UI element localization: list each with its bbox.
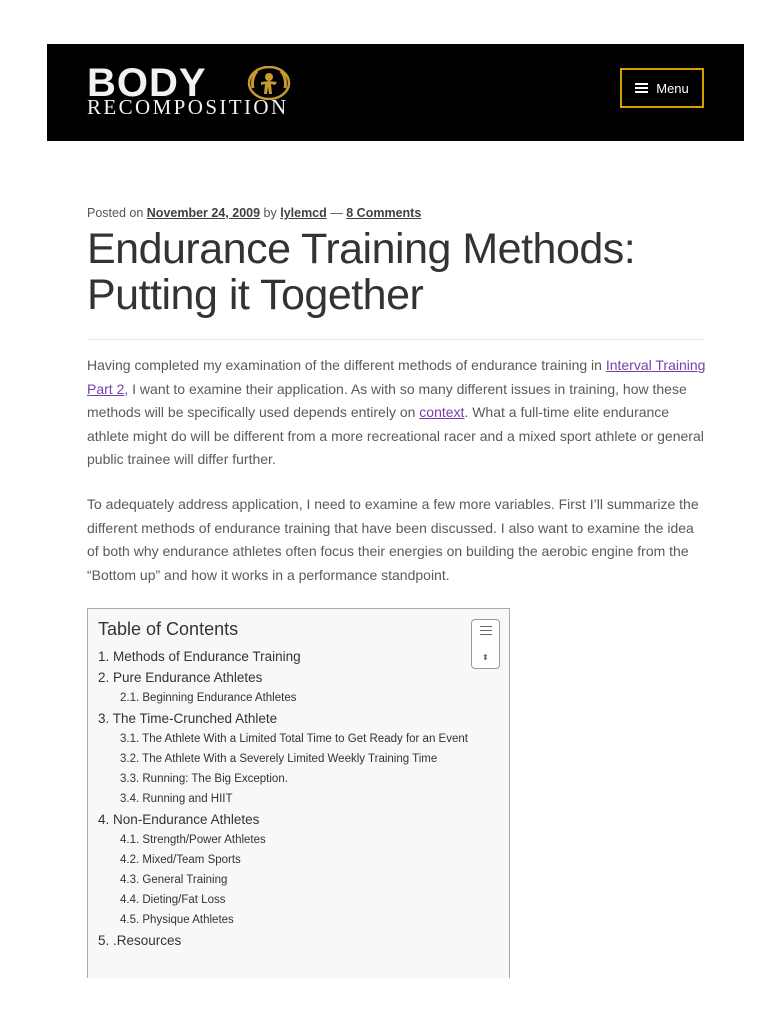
- toc-link[interactable]: 2. Pure Endurance Athletes: [98, 670, 263, 685]
- page-title: Endurance Training Methods: Putting it Together: [87, 225, 636, 319]
- site-header: [47, 44, 744, 141]
- hamburger-icon: [635, 83, 648, 93]
- toc-link[interactable]: 5. .Resources: [98, 933, 182, 948]
- toc-sublink[interactable]: 4.3. General Training: [120, 874, 228, 886]
- toc-sublink[interactable]: 3.4. Running and HIIT: [120, 793, 233, 805]
- toc-sublink[interactable]: 3.1. The Athlete With a Limited Total Time to Get Ready for an Event: [120, 733, 468, 745]
- toc-sublink[interactable]: 4.5. Physique Athletes: [120, 914, 234, 926]
- logo-text-recomposition: RECOMPOSITION: [87, 95, 289, 119]
- intro-paragraph: [87, 354, 709, 472]
- second-paragraph: To adequately address application, I need to examine a few more variables. First I’ll summarize the different methods of endurance training that have been discussed. I also want to examine the idea of both why endurance athletes often focus their energies on building the aerobic engine from the “Bottom up” and how it works in a performance standpoint.: [87, 496, 699, 583]
- post-date-link[interactable]: November 24, 2009: [146, 206, 261, 220]
- context-link[interactable]: context: [419, 404, 465, 420]
- site-logo[interactable]: [87, 61, 292, 119]
- logo-text-body: BODY: [87, 61, 207, 105]
- list-icon: [480, 626, 492, 638]
- intro-text-2: , I want to examine their application. As with so many different issues in training, how these methods will be specifically used depends entirely on: [87, 380, 687, 420]
- title-divider: [87, 339, 704, 340]
- menu-button[interactable]: [620, 68, 704, 108]
- toc-link[interactable]: 3. The Time-Crunched Athlete: [98, 711, 278, 726]
- toc-sublink[interactable]: 4.2. Mixed/Team Sports: [120, 854, 241, 866]
- author-link[interactable]: lylemcd: [280, 206, 327, 220]
- by-label: by: [263, 206, 277, 220]
- comments-link[interactable]: 8 Comments: [346, 206, 422, 220]
- toc-sublink[interactable]: 3.3. Running: The Big Exception.: [120, 773, 288, 785]
- menu-label: Menu: [656, 80, 689, 96]
- post-meta: [87, 206, 421, 220]
- toc-list: [98, 646, 498, 951]
- table-of-contents: [87, 608, 510, 978]
- toc-link[interactable]: 1. Methods of Endurance Training: [98, 649, 301, 664]
- toc-sublink[interactable]: 3.2. The Athlete With a Severely Limited Weekly Training Time: [120, 753, 438, 765]
- toc-sublink[interactable]: 4.1. Strength/Power Athletes: [120, 834, 266, 846]
- toc-link[interactable]: 4. Non-Endurance Athletes: [98, 812, 260, 827]
- meta-separator: —: [330, 206, 343, 220]
- intro-text-3: . What a full-time elite endurance athlete might do will be different from a more recreational racer and a mixed sport athlete or general public trainee will differ further.: [87, 404, 704, 467]
- interval-training-link[interactable]: Interval Training Part 2: [87, 357, 706, 397]
- expand-arrows-icon: ⬍: [482, 653, 489, 662]
- posted-on-label: Posted on: [87, 206, 144, 220]
- intro-text-1: Having completed my examination of the different methods of endurance training in: [87, 357, 606, 373]
- toc-sublink[interactable]: 2.1. Beginning Endurance Athletes: [120, 692, 297, 704]
- toc-sublink[interactable]: 4.4. Dieting/Fat Loss: [120, 894, 226, 906]
- toc-title: Table of Contents: [98, 619, 239, 639]
